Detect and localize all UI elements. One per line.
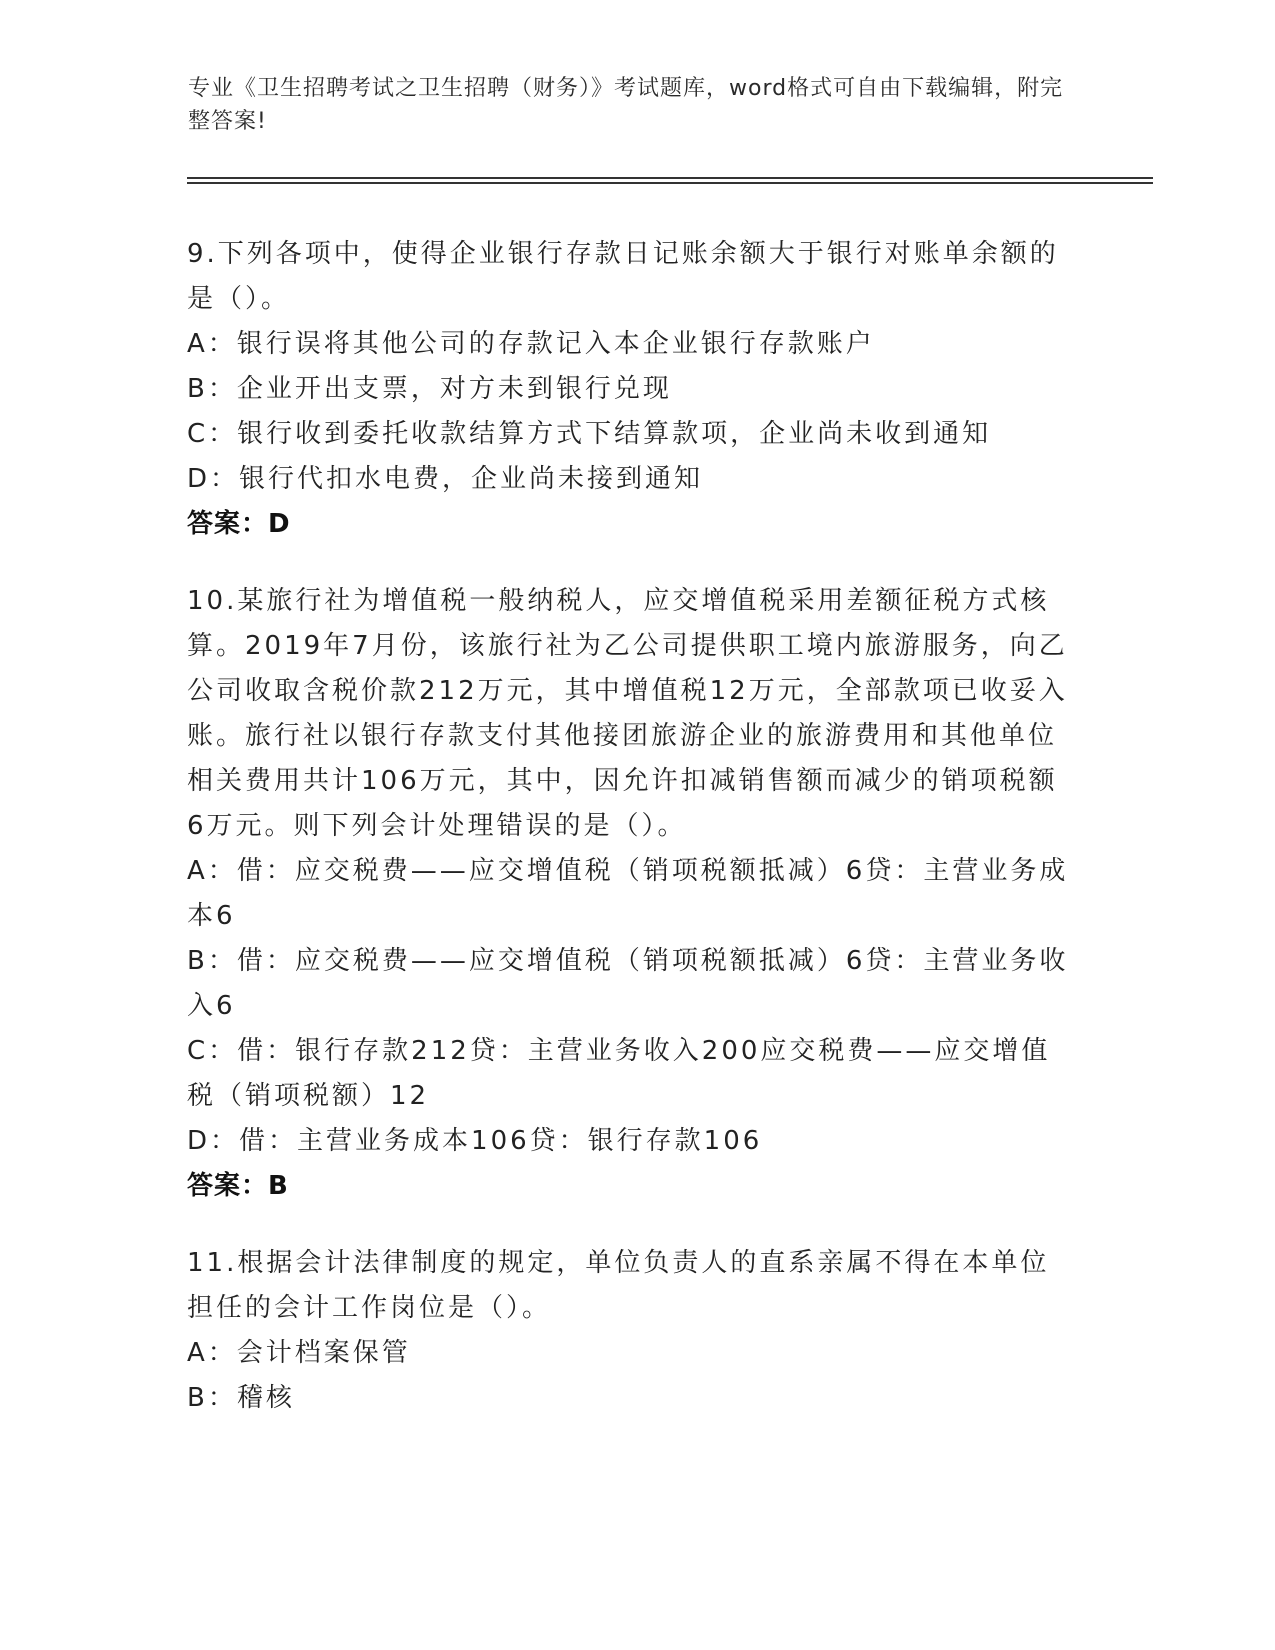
header-divider-top xyxy=(187,177,1153,179)
question-9 xyxy=(187,232,1077,547)
option-b: B：借：应交税费——应交增值税（销项税额抵减）6贷：主营业务收入6 xyxy=(187,946,1069,1021)
header-divider-bottom xyxy=(187,182,1153,184)
question-stem: 10.某旅行社为增值税一般纳税人，应交增值税采用差额征税方式核算。2019年7月份，该旅行社为乙公司提供职工境内旅游服务，向乙公司收取含税价款212万元，其中增值税12万元，全部款项已收妥入账。旅行社以银行存款支付其他接团旅游企业的旅游费用和其他单位相关费用共计106万元，其中，因允许扣减销售额而减少的销项税额6万元。则下列会计处理错误的是（）。 xyxy=(187,586,1068,841)
question-list xyxy=(187,232,1077,1453)
option-d: D：银行代扣水电费，企业尚未接到通知 xyxy=(187,464,704,494)
option-c: C：银行收到委托收款结算方式下结算款项，企业尚未收到通知 xyxy=(187,419,992,449)
option-b: B：企业开出支票，对方未到银行兑现 xyxy=(187,374,672,404)
question-11 xyxy=(187,1241,1077,1421)
question-stem: 9.下列各项中，使得企业银行存款日记账余额大于银行对账单余额的是（）。 xyxy=(187,239,1059,314)
answer: 答案：B xyxy=(187,1171,289,1201)
answer: 答案：D xyxy=(187,509,291,539)
question-stem: 11.根据会计法律制度的规定，单位负责人的直系亲属不得在本单位担任的会计工作岗位是（）。 xyxy=(187,1248,1050,1323)
question-10 xyxy=(187,579,1077,1209)
option-a: A：银行误将其他公司的存款记入本企业银行存款账户 xyxy=(187,329,875,359)
option-a: A：借：应交税费——应交增值税（销项税额抵减）6贷：主营业务成本6 xyxy=(187,856,1069,931)
document-header: 专业《卫生招聘考试之卫生招聘（财务）》考试题库，word格式可自由下载编辑，附完整答案! xyxy=(188,76,1064,134)
option-b: B：稽核 xyxy=(187,1383,295,1413)
option-c: C：借：银行存款212贷：主营业务收入200应交税费——应交增值税（销项税额）12 xyxy=(187,1036,1051,1111)
option-d: D：借：主营业务成本106贷：银行存款106 xyxy=(187,1126,763,1156)
option-a: A：会计档案保管 xyxy=(187,1338,411,1368)
